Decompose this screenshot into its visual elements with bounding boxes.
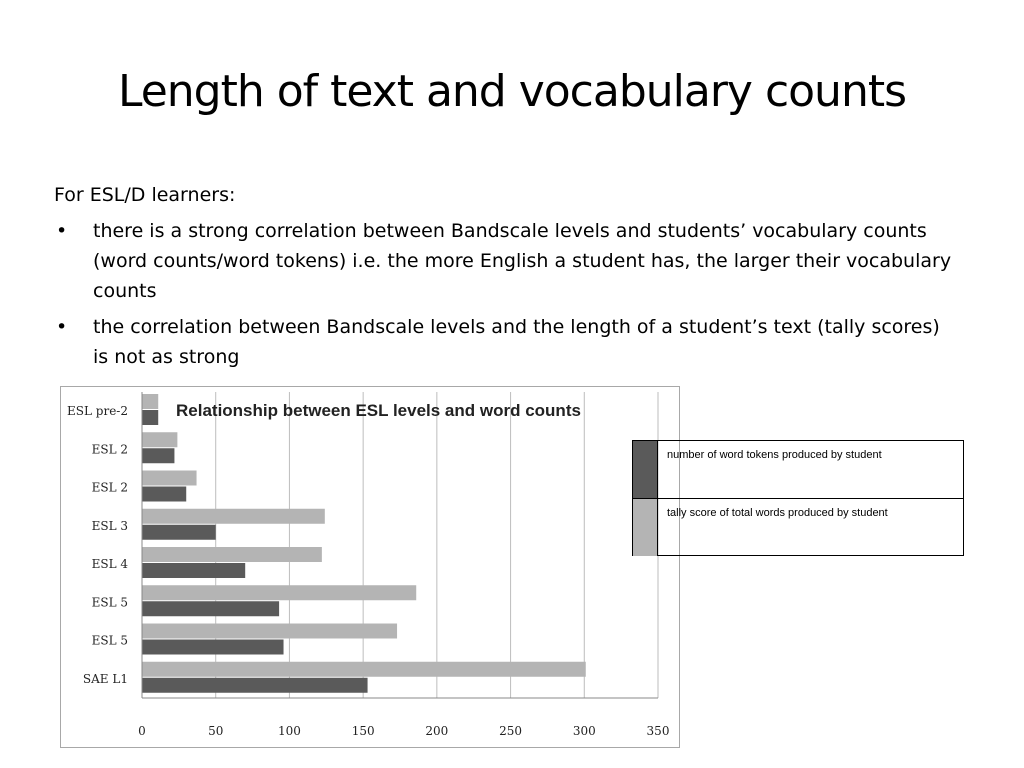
bar-word-tokens (142, 487, 186, 502)
bullet-item (54, 312, 954, 372)
category-label: ESL pre-2 (67, 404, 128, 419)
bullet-text: there is a strong correlation between Bandscale levels and students’ vocabulary counts (word counts/word tokens) i.e. the more English a student has, the larger their vocabulary counts (93, 220, 952, 302)
category-label: ESL 5 (91, 633, 128, 648)
bar-tally-score (142, 432, 177, 447)
bar-word-tokens (142, 410, 158, 425)
legend-swatch-dark (633, 441, 658, 498)
bar-word-tokens (142, 678, 368, 693)
bullet-list (54, 216, 954, 372)
legend-label: tally score of total words produced by student (667, 507, 888, 519)
category-label: ESL 5 (91, 595, 128, 610)
category-label: ESL 4 (91, 557, 128, 572)
legend-item-word-tokens (633, 441, 963, 498)
x-tick-label: 350 (646, 724, 670, 738)
category-label: ESL 2 (91, 480, 128, 495)
bar-word-tokens (142, 640, 284, 655)
bar-tally-score (142, 547, 322, 562)
bar-word-tokens (142, 563, 245, 578)
chart-title: Relationship between ESL levels and word counts (176, 401, 581, 420)
bar-tally-score (142, 624, 397, 639)
x-tick-label: 100 (277, 724, 301, 738)
x-tick-label: 50 (208, 724, 224, 738)
bar-tally-score (142, 394, 158, 409)
chart-legend (632, 440, 964, 556)
x-tick-label: 300 (572, 724, 596, 738)
bar-word-tokens (142, 448, 174, 463)
bar-word-tokens (142, 601, 279, 616)
bar-chart (60, 386, 680, 748)
x-tick-label: 200 (425, 724, 449, 738)
legend-swatch-light (633, 499, 658, 556)
bar-tally-score (142, 471, 197, 486)
legend-item-tally-score (633, 498, 963, 556)
intro-text: For ESL/D learners: (54, 184, 236, 206)
bullet-text: the correlation between Bandscale levels and the length of a student’s text (tally scores) is not as strong (93, 316, 940, 368)
category-label: ESL 2 (91, 442, 128, 457)
slide-body (54, 180, 954, 378)
bar-tally-score (142, 585, 416, 600)
bar-word-tokens (142, 525, 216, 540)
category-label: SAE L1 (82, 671, 128, 686)
x-tick-label: 0 (138, 724, 146, 738)
bullet-marker: • (56, 316, 68, 338)
bullet-marker: • (56, 220, 68, 242)
legend-label: number of word tokens produced by student (667, 449, 882, 461)
x-tick-label: 150 (351, 724, 375, 738)
bar-tally-score (142, 509, 325, 524)
bar-tally-score (142, 662, 586, 677)
bullet-item (54, 216, 954, 306)
slide-title: Length of text and vocabulary counts (117, 66, 907, 117)
category-label: ESL 3 (91, 518, 128, 533)
x-tick-label: 250 (499, 724, 523, 738)
